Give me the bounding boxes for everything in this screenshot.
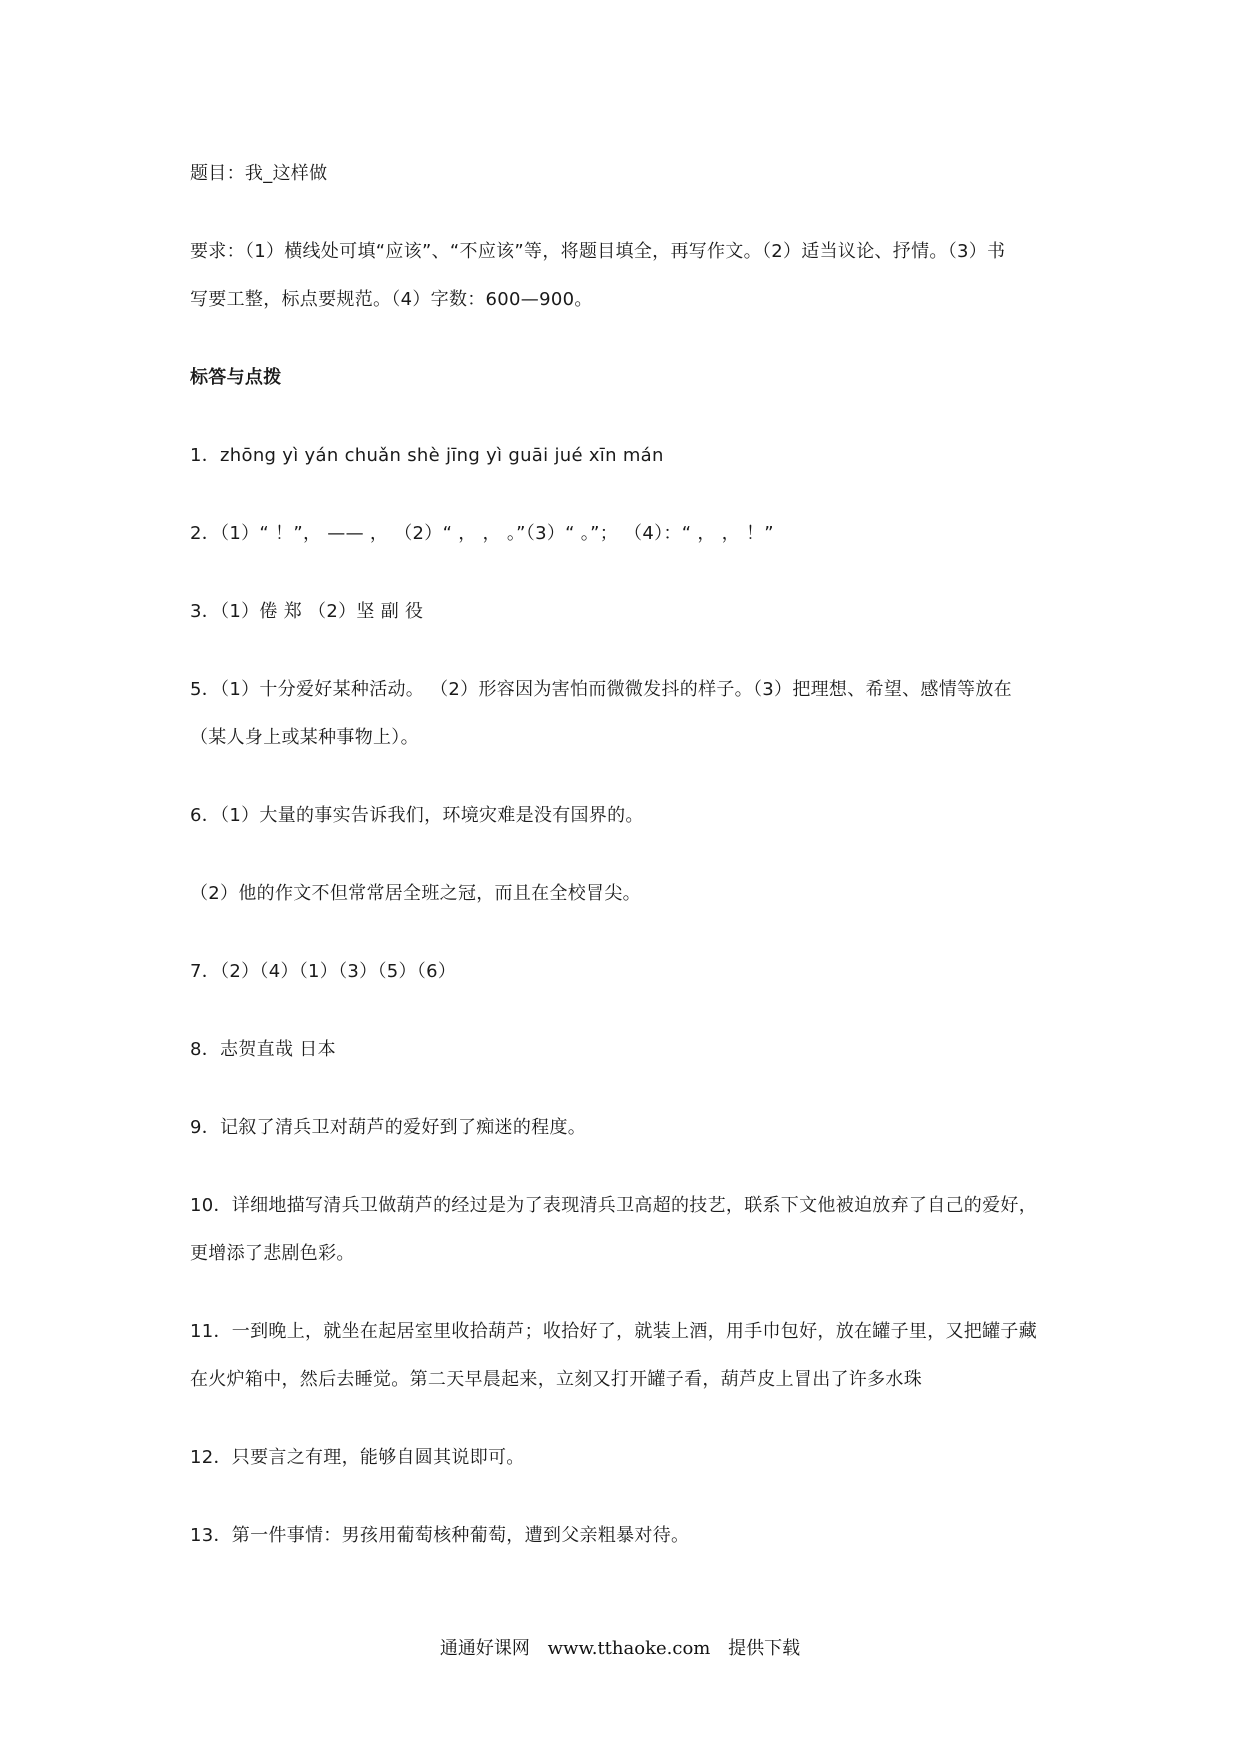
answer-2-text: 2．（1）“ ！”， —— ， （2）“ ， ， 。”（3）“ 。”； （4）：“ ， ， ！” (190, 523, 774, 544)
answer-6-1-text: 6．（1）大量的事实告诉我们，环境灾难是没有国界的。 (190, 805, 644, 826)
answer-6-part-1 (190, 792, 1070, 840)
answer-12 (190, 1434, 1070, 1482)
answer-7-text: 7．（2）（4）（1）（3）（5）（6） (190, 961, 457, 982)
answer-12-text: 12．只要言之有理，能够自圆其说即可。 (190, 1447, 525, 1468)
answer-5-line-2: （某人身上或某种事物上）。 (190, 727, 419, 748)
answer-11-line-2: 在火炉箱中，然后去睡觉。第二天早晨起来，立刻又打开罐子看，葫芦皮上冒出了许多水珠 (190, 1369, 922, 1390)
answer-2 (190, 510, 1070, 558)
answer-7 (190, 948, 1070, 996)
requirement-block (190, 228, 1070, 324)
requirement-line-2: 写要工整，标点要规范。（4）字数：600—900。 (190, 289, 593, 310)
answer-5 (190, 666, 1070, 762)
answer-8-text: 8．志贺直哉 日本 (190, 1039, 336, 1060)
requirement-line-1: 要求：（1）横线处可填“应该”、“不应该”等，将题目填全，再写作文。（2）适当议论、抒情。（3）书 (190, 241, 1006, 262)
question-title: 题目：我_这样做 (190, 163, 328, 184)
answer-11-line-1: 11．一到晚上，就坐在起居室里收拾葫芦；收拾好了，就装上酒，用手巾包好，放在罐子里，又把罐子藏 (190, 1321, 1037, 1342)
answer-10-line-2: 更增添了悲剧色彩。 (190, 1243, 355, 1264)
answer-8 (190, 1026, 1070, 1074)
answer-5-line-1: 5．（1）十分爱好某种活动。 （2）形容因为害怕而微微发抖的样子。（3）把理想、希望、感情等放在 (190, 679, 1012, 700)
footer-site-name: 通通好课网 (439, 1638, 530, 1659)
answer-10-line-1: 10．详细地描写清兵卫做葫芦的经过是为了表现清兵卫高超的技艺，联系下文他被迫放弃了自己的爱好， (190, 1195, 1037, 1216)
footer-suffix: 提供下载 (728, 1638, 801, 1659)
answer-1 (190, 432, 1070, 480)
footer-url: www.tthaoke.com (547, 1638, 711, 1659)
answer-3 (190, 588, 1070, 636)
answer-10 (190, 1182, 1070, 1278)
document-content (190, 150, 1070, 1590)
answer-9 (190, 1104, 1070, 1152)
answer-9-text: 9．记叙了清兵卫对葫芦的爱好到了痴迷的程度。 (190, 1117, 587, 1138)
answer-11 (190, 1308, 1070, 1404)
question-title-block (190, 150, 1070, 198)
answers-heading: 标答与点拨 (190, 367, 282, 388)
answer-1-text: 1．zhōng yì yán chuǎn shè jīng yì guāi jué xīn mán (190, 445, 664, 466)
answer-6-2-text: （2）他的作文不但常常居全班之冠，而且在全校冒尖。 (190, 883, 641, 904)
page-footer (0, 1634, 1240, 1664)
answer-13-text: 13．第一件事情：男孩用葡萄核种葡萄，遭到父亲粗暴对待。 (190, 1525, 690, 1546)
answer-13 (190, 1512, 1070, 1560)
answer-3-text: 3．（1）倦 郑 （2）坚 副 役 (190, 601, 424, 622)
answers-heading-block (190, 354, 1070, 402)
answer-6-part-2 (190, 870, 1070, 918)
